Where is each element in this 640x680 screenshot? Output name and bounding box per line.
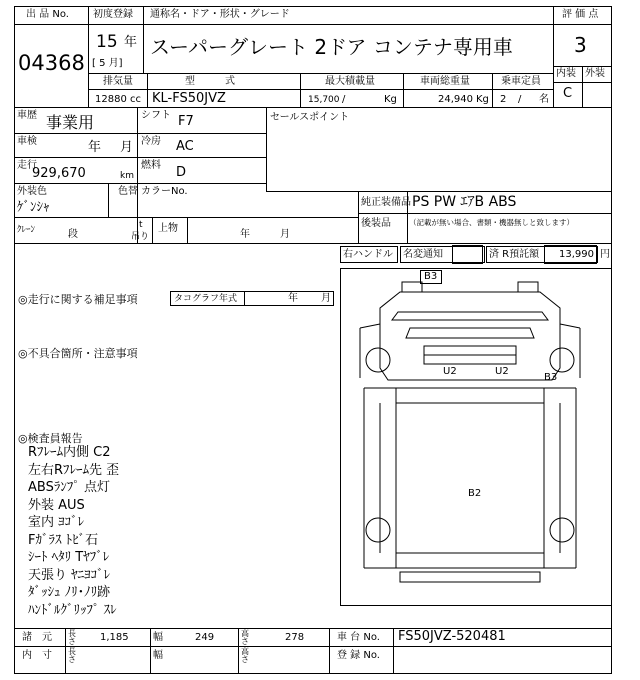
divider: [88, 73, 553, 74]
divider: [65, 628, 66, 674]
mileage-label: 走行: [17, 160, 37, 171]
gvw: 24,940: [438, 94, 473, 105]
inner-width-label: 幅: [153, 650, 163, 661]
ac-label: 冷房: [141, 136, 161, 147]
grade-label: 評 価 点: [562, 9, 599, 20]
report-line: ｼｰﾄ ﾍﾀﾘ Tﾔﾌﾞﾚ: [28, 550, 110, 565]
mark-bed: B2: [468, 488, 482, 499]
mark-u2-right: U2: [495, 366, 509, 377]
history-label: 車歴: [17, 110, 37, 121]
color-code-label: カラーNo.: [141, 186, 188, 197]
mark-u2-left: U2: [443, 366, 457, 377]
recycle-amount: 13,990: [559, 249, 594, 260]
inner-length-label: 長さ: [68, 647, 76, 664]
reg-month: [ 5 月]: [92, 58, 123, 69]
divider: [147, 73, 148, 107]
crane-hoist-unit: 吊り: [131, 232, 150, 242]
displacement-unit: cc: [130, 94, 141, 105]
inspection-year-unit: 年: [88, 140, 102, 155]
name-change-value-box: [452, 245, 483, 264]
load-unit: Kg: [384, 94, 397, 105]
divider: [143, 6, 144, 73]
color-label: 外装色: [17, 186, 47, 197]
divider: [14, 183, 266, 184]
truck-diagram: [340, 268, 612, 606]
name-change-label: 名変通知: [403, 249, 443, 260]
report-line: ﾀﾞｯｼｭ ﾉﾘ･ﾉﾘ跡: [28, 585, 111, 600]
history: 事業用: [46, 113, 95, 132]
ac: AC: [176, 139, 194, 154]
liftgate-year-unit: 年: [240, 229, 250, 240]
capacity-label: 乗車定員: [501, 76, 541, 87]
report-line: 室内 ﾖｺﾞﾚ: [28, 515, 85, 530]
divider: [137, 107, 138, 243]
recycle-label: 済 R預託額: [489, 249, 540, 260]
divider: [358, 213, 612, 214]
model-name: スーパーグレート 2ドア コンテナ専用車: [150, 35, 513, 59]
tachograph-year-unit: 年: [288, 293, 298, 304]
report-line: Fｶﾞﾗｽ ﾄﾋﾞ石: [28, 532, 99, 548]
divider: [14, 217, 358, 218]
crane-t: t: [139, 220, 143, 230]
gvw-label: 車両総重量: [420, 76, 470, 87]
sales-points-label: セールスポイント: [270, 112, 350, 123]
color: ｹﾞﾝｼｬ: [17, 200, 50, 215]
reg-year: 15: [96, 32, 118, 52]
model-code-label: 型 式: [185, 76, 235, 87]
displacement-label: 排気量: [103, 76, 133, 87]
liftgate-month-unit: 月: [280, 229, 290, 240]
aftermarket-note: （記載が無い場合、書類・機器無しと致します）: [409, 218, 574, 227]
standard-equipment: PS PW ｴｱB ABS: [412, 194, 517, 210]
divider: [393, 628, 394, 674]
report-line: 外装 AUS: [28, 497, 85, 513]
model-code: KL-FS50JVZ: [152, 91, 226, 106]
shift: F7: [178, 114, 194, 129]
divider: [14, 24, 88, 25]
height-value: 278: [285, 632, 305, 643]
inspector-report-heading: ◎検査員報告: [18, 432, 83, 445]
liftgate-label: 上物: [158, 223, 178, 234]
gvw-unit: Kg: [476, 94, 489, 105]
divider: [14, 107, 612, 108]
overall-grade: 3: [574, 33, 587, 57]
divider: [300, 73, 301, 107]
inspector-report-list: [28, 445, 328, 620]
divider: [553, 6, 554, 107]
recycle-unit: 円: [600, 249, 610, 260]
length-label: 長さ: [68, 629, 76, 646]
inner-height-label: 高さ: [241, 647, 249, 664]
width-value: 249: [195, 632, 215, 643]
divider: [14, 628, 612, 629]
height-label: 高さ: [241, 629, 249, 646]
crane-stage-unit: 段: [68, 229, 78, 240]
chassis-label: 車 台 No.: [337, 632, 380, 643]
dimensions-inner-label: 内 寸: [22, 650, 52, 661]
report-line: ﾊﾝﾄﾞﾙｸﾞﾘｯﾌﾟ ｽﾚ: [28, 602, 117, 618]
report-line: ABSﾗﾝﾌﾟ 点灯: [28, 480, 110, 495]
report-line: 左右Rﾌﾚｰﾑ先 歪: [28, 462, 120, 478]
divider: [244, 291, 245, 306]
divider: [14, 243, 612, 244]
first-reg-label: 初度登録: [93, 9, 133, 20]
divider: [150, 628, 151, 674]
divider: [358, 191, 359, 243]
divider: [152, 217, 153, 243]
divider: [88, 6, 89, 107]
chassis-no: FS50JVZ-520481: [398, 629, 506, 644]
inspection-month-unit: 月: [120, 140, 134, 155]
load: 15,700: [308, 95, 340, 105]
divider: [238, 628, 239, 674]
driving-notes-heading: ◎走行に関する補足事項: [18, 293, 138, 306]
color-no-label: 色替: [118, 186, 138, 197]
year-unit: 年: [124, 35, 138, 50]
divider: [582, 66, 583, 107]
divider: [553, 24, 612, 25]
load-sep: /: [342, 94, 346, 105]
mileage: 929,670: [32, 166, 86, 181]
report-line: Rﾌﾚｰﾑ内側 C2: [28, 445, 111, 460]
reg-no-label: 登 録 No.: [337, 650, 380, 661]
load-label: 最大積載量: [325, 76, 375, 87]
defects-heading: ◎不具合箇所・注意事項: [18, 347, 138, 360]
interior-label: 内装: [556, 68, 576, 79]
crane-label: ｸﾚｰﾝ: [17, 225, 36, 235]
width-label: 幅: [153, 632, 163, 643]
fuel-label: 燃料: [141, 160, 161, 171]
divider: [266, 191, 612, 192]
lot-no-label: 出 品 No.: [26, 9, 69, 20]
divider: [88, 89, 553, 90]
divider: [266, 107, 267, 191]
divider: [88, 24, 553, 25]
mileage-unit: km: [120, 171, 134, 181]
dimensions-specs-label: 諸 元: [22, 632, 52, 643]
standard-equipment-label: 純正装備品: [361, 197, 411, 208]
divider: [492, 73, 493, 107]
displacement: 12880: [95, 94, 127, 105]
shift-label: シフト: [141, 110, 171, 121]
divider: [14, 646, 612, 647]
capacity-sep: /: [518, 94, 522, 105]
divider: [187, 217, 188, 243]
divider: [329, 628, 330, 674]
divider: [403, 73, 404, 107]
rhd-label: 右ハンドル: [343, 249, 393, 260]
length-value: 1,185: [100, 632, 129, 643]
report-line: 天張り ﾔﾆﾖｺﾞﾚ: [28, 567, 111, 583]
tachograph-month-unit: 月: [321, 293, 331, 304]
capacity: 2: [500, 94, 507, 105]
inspection-label: 車検: [17, 136, 37, 147]
tachograph-label: タコグラフ年式: [174, 294, 238, 304]
name-label: 通称名・ドア・形状・グレード: [150, 9, 290, 20]
aftermarket-label: 後装品: [361, 218, 391, 229]
divider: [108, 183, 109, 217]
exterior-label: 外装: [585, 68, 605, 79]
divider: [14, 133, 266, 134]
lot-no: 04368: [18, 51, 85, 75]
mark-right-side: B3: [544, 372, 558, 383]
fuel: D: [176, 165, 187, 180]
capacity-unit: 名: [539, 94, 549, 105]
divider: [14, 157, 266, 158]
mark-front: B3: [424, 271, 438, 282]
interior-grade: C: [563, 86, 573, 101]
